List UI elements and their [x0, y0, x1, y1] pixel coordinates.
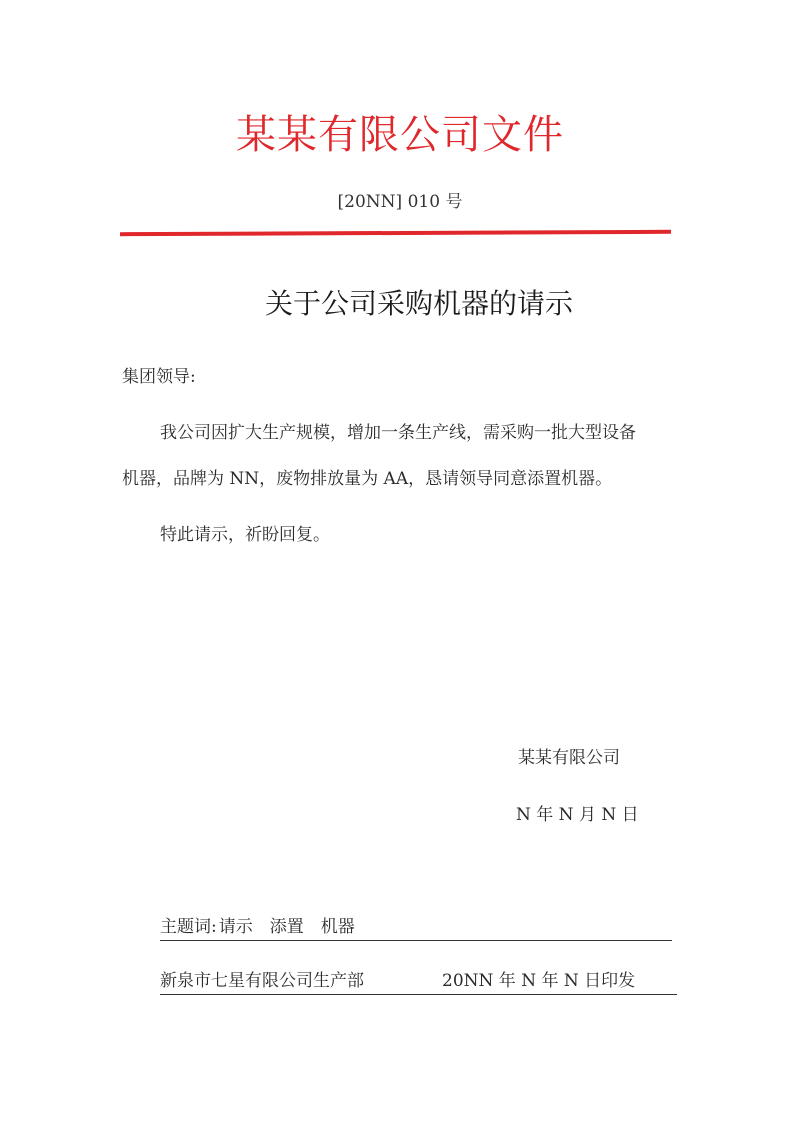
keywords-label: 主题词: — [160, 917, 217, 937]
red-header-rule — [120, 230, 671, 236]
document-header-title: 某某有限公司文件 — [236, 112, 564, 158]
keywords-row — [160, 912, 672, 941]
document-number: [20NN] 010 号 — [337, 192, 463, 212]
paragraph-1-line-1: 我公司因扩大生产规模，增加一条生产线，需采购一批大型设备 — [160, 423, 636, 443]
keywords-value: 请示 添置 机器 — [218, 917, 355, 937]
issue-row — [160, 966, 677, 995]
subject-title: 关于公司采购机器的请示 — [265, 287, 574, 320]
issue-date: 20NN 年 N 年 N 日印发 — [442, 971, 636, 991]
signature-date: N 年 N 月 N 日 — [516, 805, 639, 825]
signature-company: 某某有限公司 — [518, 748, 620, 768]
salutation: 集团领导: — [122, 367, 196, 387]
paragraph-2: 特此请示，祈盼回复。 — [160, 525, 330, 545]
issuer: 新泉市七星有限公司生产部 — [160, 971, 364, 991]
paragraph-1-line-2: 机器，品牌为 NN，废物排放量为 AA，恳请领导同意添置机器。 — [122, 469, 613, 489]
